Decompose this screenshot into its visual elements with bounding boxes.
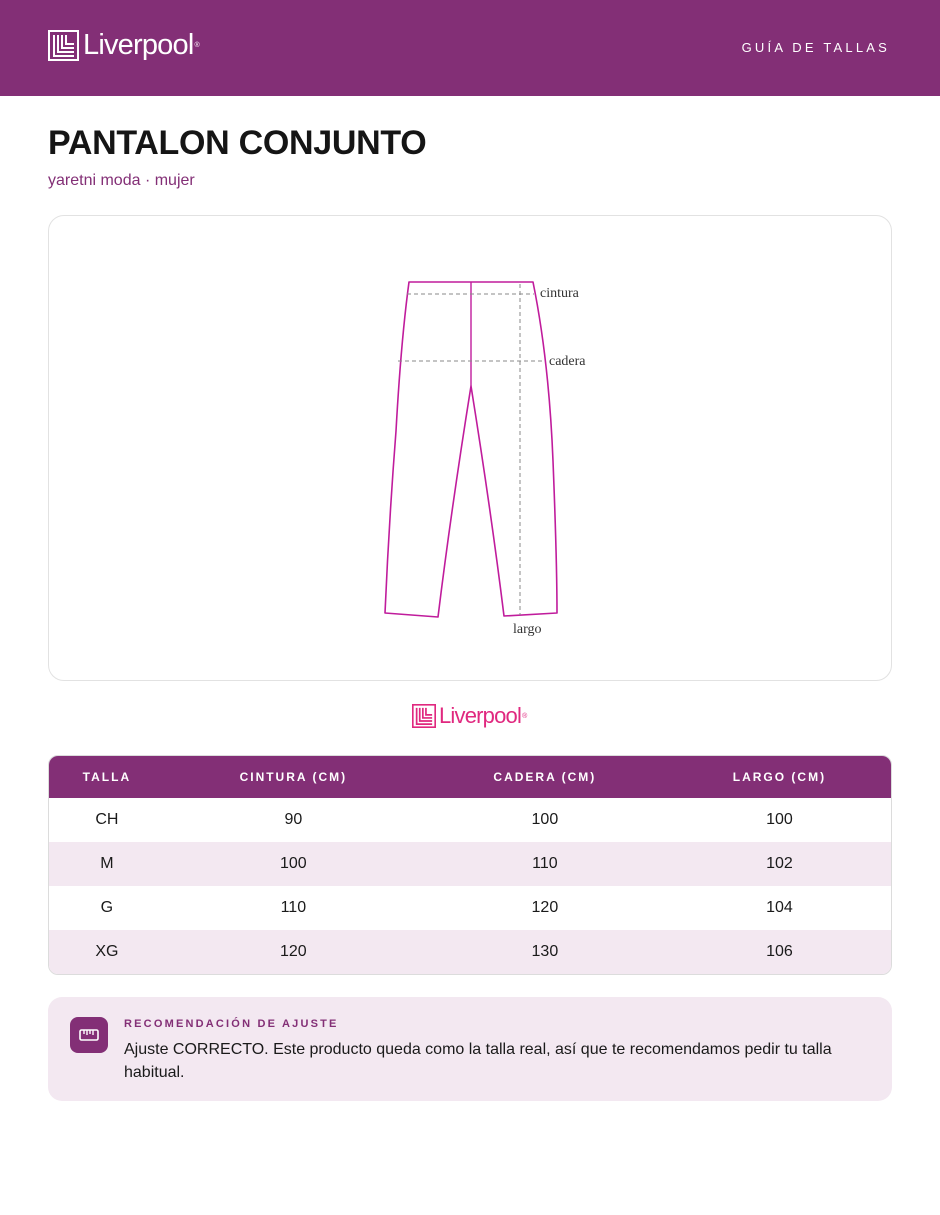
registered-mark-icon: ® — [522, 712, 528, 720]
table-header-row — [49, 756, 891, 798]
header-size: TALLA — [49, 756, 165, 798]
logo-wordmark: Liverpool — [439, 703, 522, 728]
pants-diagram — [49, 216, 893, 682]
table-row — [49, 930, 891, 974]
recommendation-title: RECOMENDACIÓN DE AJUSTE — [124, 1018, 339, 1030]
hip-label: cadera — [549, 354, 586, 369]
cell-length: 104 — [766, 899, 793, 916]
product-subtitle: yaretni moda · mujer — [48, 172, 195, 189]
top-bar — [0, 0, 940, 96]
cell-length: 106 — [668, 930, 891, 974]
section-label: GUÍA DE TALLAS — [741, 40, 890, 55]
cell-size: G — [100, 899, 114, 916]
logo-wordmark: Liverpool — [83, 29, 194, 61]
liverpool-logo-secondary — [412, 704, 527, 728]
page-title: PANTALON CONJUNTO — [48, 124, 427, 162]
liverpool-logo-icon — [48, 30, 79, 61]
recommendation-text: Ajuste CORRECTO. Este producto queda como la talla real, así que te recomendamos pedir tu talla habitual. — [124, 1041, 832, 1081]
cell-size: XG — [49, 930, 165, 974]
length-label: largo — [513, 622, 542, 637]
registered-mark-icon: ® — [194, 42, 200, 49]
cell-hip: 120 — [531, 899, 559, 916]
cell-waist: 90 — [284, 811, 303, 828]
header-waist: CINTURA (CM) — [165, 756, 422, 798]
cell-size: CH — [95, 811, 119, 828]
cell-hip: 100 — [531, 811, 559, 828]
table-row — [49, 842, 891, 886]
cell-length: 102 — [668, 842, 891, 886]
cell-waist: 100 — [165, 842, 422, 886]
cell-hip: 130 — [422, 930, 668, 974]
size-table — [48, 755, 892, 975]
liverpool-logo[interactable] — [48, 30, 200, 61]
header-length: LARGO (CM) — [668, 756, 891, 798]
waist-label: cintura — [540, 286, 579, 301]
cell-waist: 110 — [280, 899, 307, 916]
cell-size: M — [49, 842, 165, 886]
liverpool-logo-icon — [412, 704, 436, 728]
header-hip: CADERA (CM) — [422, 756, 668, 798]
table-row — [49, 886, 891, 930]
fit-recommendation — [48, 997, 892, 1101]
ruler-icon — [70, 1017, 108, 1053]
cell-hip: 110 — [422, 842, 668, 886]
pants-diagram-card — [48, 215, 892, 681]
cell-waist: 120 — [165, 930, 422, 974]
cell-length: 100 — [766, 811, 793, 828]
table-row — [49, 798, 891, 842]
